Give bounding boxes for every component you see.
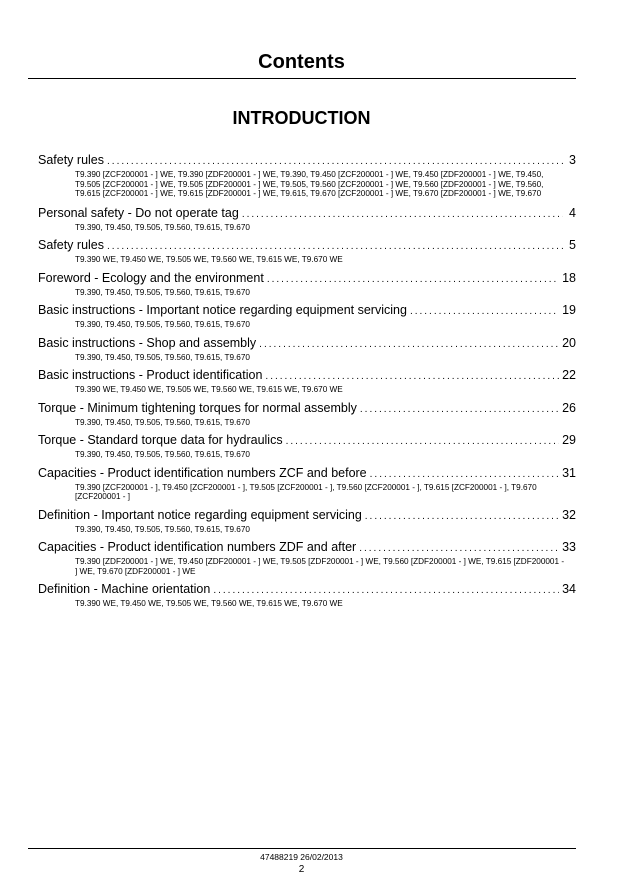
toc-entry-line xyxy=(38,432,576,450)
toc-entry-title: Capacities - Product identification numbers ZDF and after xyxy=(38,540,357,554)
toc-entry-models: T9.390 [ZCF200001 - ] WE, T9.390 [ZDF200001 - ] WE, T9.390, T9.450 [ZCF200001 - ] WE, T9.450 [ZDF200001 - ] WE, T9.450, T9.505 [ZCF200001 - ] WE, T9.505 [ZDF200001 - ] WE, T9.505, T9.560 [ZCF200001 - ] WE, T9.560 [ZDF200001 - ] WE, T9.560, T9.615 [ZCF200001 - ] WE, T9.615 [ZDF200001 - ] WE, T9.615, T9.670 [ZCF200001 - ] WE, T9.670 [ZDF200001 - ] WE, T9.670 xyxy=(75,170,544,198)
toc-entry-title: Safety rules xyxy=(38,153,105,167)
toc-entry-page: 29 xyxy=(562,433,576,447)
dot-leader xyxy=(359,541,559,557)
toc-entry-page: 20 xyxy=(562,335,576,350)
toc-entry[interactable] xyxy=(38,465,576,502)
toc-entry-line xyxy=(38,581,576,599)
toc-entry-line xyxy=(38,400,576,418)
toc-entry[interactable] xyxy=(38,432,576,460)
dot-leader xyxy=(360,402,559,418)
dot-leader xyxy=(259,337,559,353)
toc-entry[interactable] xyxy=(38,539,576,576)
toc-entry-title: Capacities - Product identification numbers ZCF and before xyxy=(38,465,367,480)
toc-entry[interactable] xyxy=(38,270,576,298)
toc-entry-page: 34 xyxy=(562,582,576,596)
toc-entry-page: 18 xyxy=(562,270,576,285)
toc-entry-title: Personal safety - Do not operate tag xyxy=(38,205,239,220)
toc-entry-page: 5 xyxy=(569,238,576,252)
toc-entry-title: Definition - Important notice regarding equipment servicing xyxy=(38,507,362,522)
toc-entry-page: 19 xyxy=(562,303,576,317)
toc-entry-title: Basic instructions - Important notice regarding equipment servicing xyxy=(38,303,407,317)
toc-entry[interactable] xyxy=(38,335,576,363)
toc-entry-page: 32 xyxy=(562,507,576,522)
dot-leader xyxy=(242,207,563,223)
dot-leader xyxy=(213,583,559,599)
dot-leader xyxy=(410,304,559,320)
toc-entry[interactable] xyxy=(38,237,576,265)
section-heading: INTRODUCTION xyxy=(232,108,371,128)
toc-entry-models: T9.390 WE, T9.450 WE, T9.505 WE, T9.560 WE, T9.615 WE, T9.670 WE xyxy=(75,255,343,264)
dot-leader xyxy=(370,467,559,483)
toc-entry-page: 33 xyxy=(562,540,576,554)
dot-leader xyxy=(107,239,563,255)
toc-entry[interactable] xyxy=(38,400,576,428)
toc-entry-line xyxy=(38,237,576,255)
toc-entry-page: 26 xyxy=(562,400,576,415)
toc-entry-page: 22 xyxy=(562,368,576,382)
toc-entry-title: Torque - Standard torque data for hydraulics xyxy=(38,433,283,447)
toc-entry-models: T9.390, T9.450, T9.505, T9.560, T9.615, T9.670 xyxy=(75,417,250,427)
toc-entry-models: T9.390, T9.450, T9.505, T9.560, T9.615, T9.670 xyxy=(75,287,250,297)
toc-entry-models: T9.390 WE, T9.450 WE, T9.505 WE, T9.560 WE, T9.615 WE, T9.670 WE xyxy=(75,599,343,608)
toc-entry-page: 4 xyxy=(569,205,576,220)
header-divider xyxy=(28,78,576,79)
toc-entry-line xyxy=(38,367,576,385)
toc-entry-line xyxy=(38,205,576,223)
toc-entry-models: T9.390, T9.450, T9.505, T9.560, T9.615, T9.670 xyxy=(75,524,250,534)
toc-entry-title: Safety rules xyxy=(38,238,105,252)
dot-leader xyxy=(365,509,559,525)
document-reference: 47488219 26/02/2013 xyxy=(260,852,343,862)
toc-entry-title: Foreword - Ecology and the environment xyxy=(38,270,264,285)
toc-entry-models: T9.390, T9.450, T9.505, T9.560, T9.615, T9.670 xyxy=(75,450,250,459)
page-title: Contents xyxy=(258,51,345,73)
dot-leader xyxy=(267,272,559,288)
toc-entry-line xyxy=(38,507,576,525)
toc-entry-models: T9.390 [ZCF200001 - ], T9.450 [ZCF200001 - ], T9.505 [ZCF200001 - ], T9.560 [ZCF200001 - ], T9.615 [ZCF200001 - ], T9.670 [ZCF200001 - ] xyxy=(75,482,537,501)
toc-entry[interactable] xyxy=(38,152,576,199)
page-number: 2 xyxy=(298,864,305,875)
toc-entry-page: 3 xyxy=(569,153,576,167)
table-of-contents xyxy=(38,152,576,609)
toc-entry-line xyxy=(38,270,576,288)
toc-entry-models: T9.390 WE, T9.450 WE, T9.505 WE, T9.560 WE, T9.615 WE, T9.670 WE xyxy=(75,385,343,394)
toc-entry-title: Torque - Minimum tightening torques for normal assembly xyxy=(38,400,357,415)
toc-entry[interactable] xyxy=(38,205,576,233)
toc-entry-line xyxy=(38,152,576,170)
toc-entry-page: 31 xyxy=(562,465,576,480)
toc-entry-title: Basic instructions - Shop and assembly xyxy=(38,335,257,350)
toc-entry-line xyxy=(38,539,576,557)
toc-entry-title: Basic instructions - Product identification xyxy=(38,368,263,382)
dot-leader xyxy=(107,154,563,170)
toc-entry[interactable] xyxy=(38,581,576,609)
toc-entry-models: T9.390, T9.450, T9.505, T9.560, T9.615, T9.670 xyxy=(75,352,250,362)
toc-entry-line xyxy=(38,465,576,483)
dot-leader xyxy=(286,434,560,450)
footer-divider xyxy=(28,848,576,849)
toc-entry-models: T9.390, T9.450, T9.505, T9.560, T9.615, T9.670 xyxy=(75,222,250,232)
toc-entry-models: T9.390 [ZDF200001 - ] WE, T9.450 [ZDF200001 - ] WE, T9.505 [ZDF200001 - ] WE, T9.560 [ZDF200001 - ] WE, T9.615 [ZDF200001 - ] WE, T9.670 [ZDF200001 - ] WE xyxy=(75,557,565,576)
toc-entry[interactable] xyxy=(38,507,576,535)
toc-entry-line xyxy=(38,335,576,353)
toc-entry[interactable] xyxy=(38,302,576,330)
dot-leader xyxy=(265,369,559,385)
toc-entry-title: Definition - Machine orientation xyxy=(38,582,211,596)
toc-entry[interactable] xyxy=(38,367,576,395)
toc-entry-line xyxy=(38,302,576,320)
toc-entry-models: T9.390, T9.450, T9.505, T9.560, T9.615, T9.670 xyxy=(75,320,250,329)
